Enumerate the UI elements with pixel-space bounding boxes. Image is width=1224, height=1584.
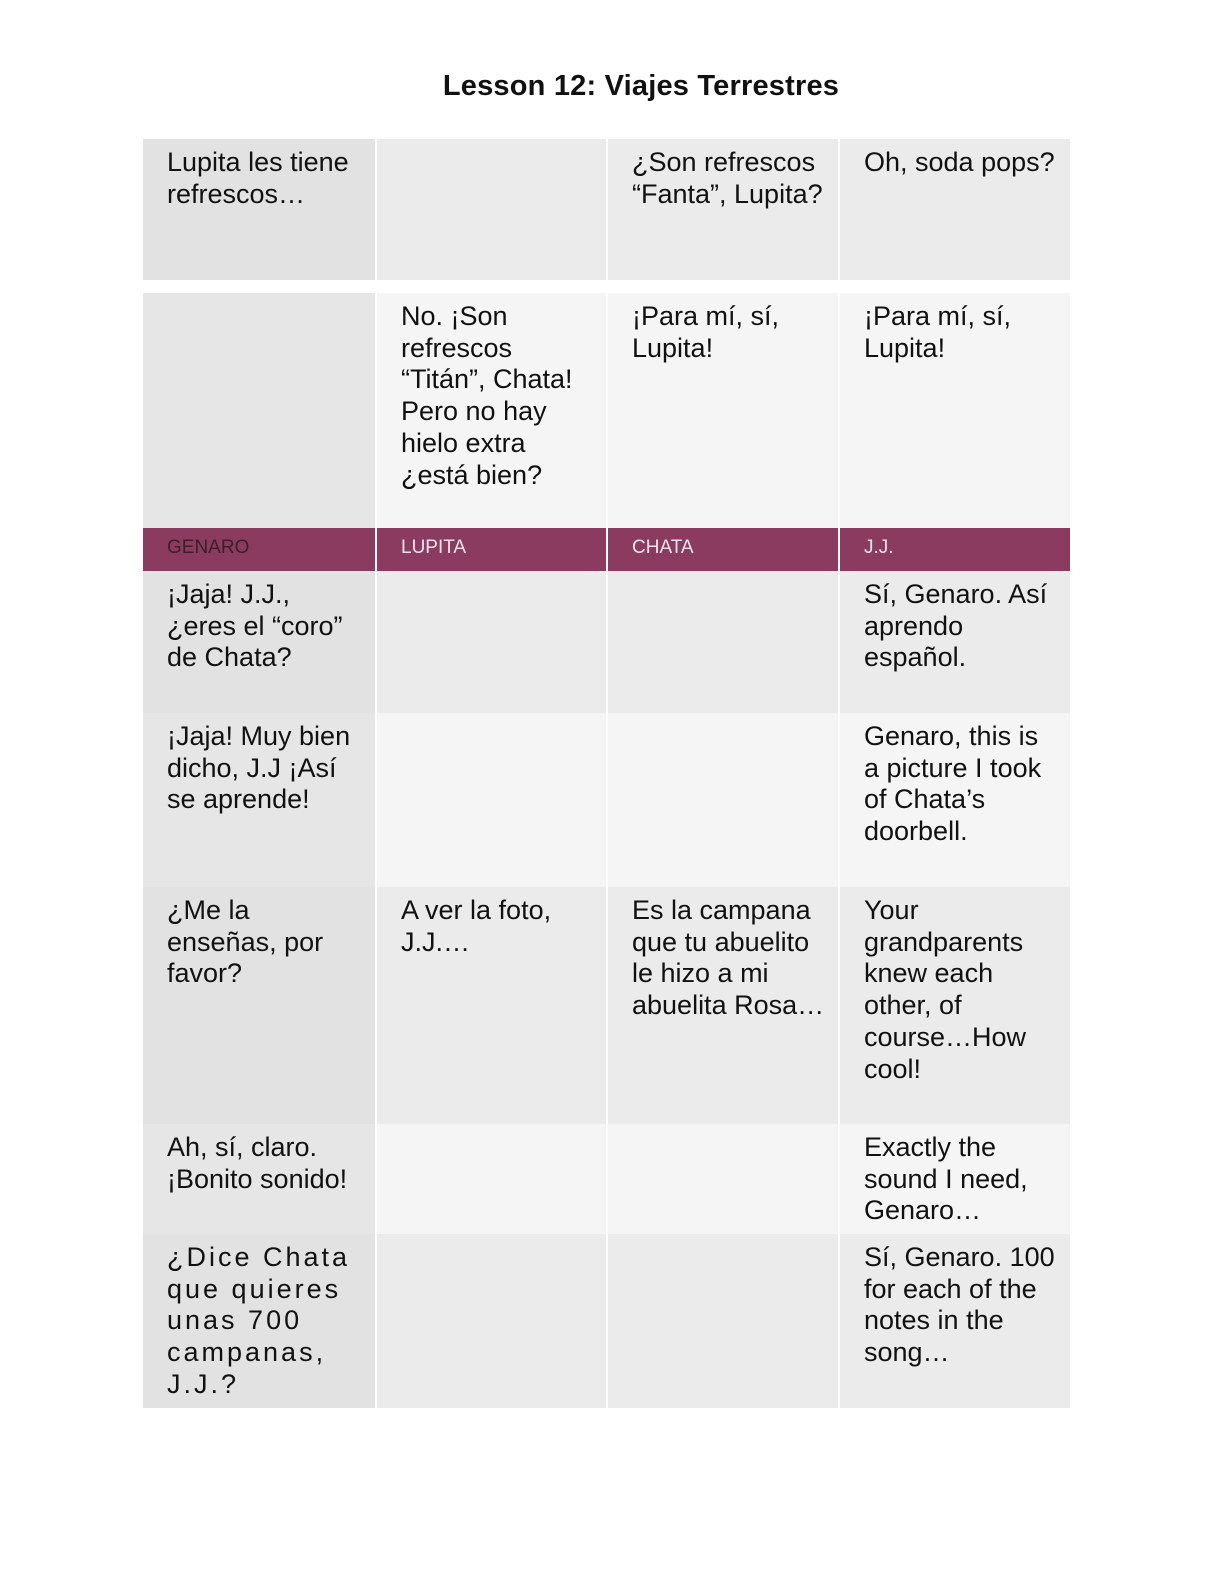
table-cell: Sí, Genaro. Así aprendo español. [838,571,1070,713]
table-cell: No. ¡Son refrescos “Titán”, Chata! Pero no hay hielo extra ¿está bien? [375,293,606,528]
table-row [143,713,1070,887]
table-cell [375,1124,606,1234]
table-cell: ¿Me la enseñas, por favor? [143,887,375,1124]
table-cell: Ah, sí, claro. ¡Bonito sonido! [143,1124,375,1234]
table-cell: ¡Jaja! Muy bien dicho, J.J ¡Así se aprende! [143,713,375,887]
table-cell: ¡Para mí, sí, Lupita! [838,293,1070,528]
table-cell [375,571,606,713]
row-gap [143,280,1070,293]
table-cell [606,713,838,887]
table-cell [375,713,606,887]
page-title: Lesson 12: Viajes Terrestres [442,70,840,102]
table-cell: ¿Dice Chata que quieres unas 700 campanas, J.J.? [143,1234,375,1408]
table-cell: ¡Para mí, sí, Lupita! [606,293,838,528]
table-cell: Lupita les tiene refrescos… [143,139,375,280]
table-cell [606,1124,838,1234]
table-row [143,1234,1070,1408]
speaker-label-jj: J.J. [838,528,1070,571]
table-row [143,887,1070,1124]
table-cell: Sí, Genaro. 100 for each of the notes in the song… [838,1234,1070,1408]
table-cell [606,571,838,713]
table-cell [143,293,375,528]
table-cell: A ver la foto, J.J.… [375,887,606,1124]
table-cell [606,1234,838,1408]
speaker-label-chata: CHATA [606,528,838,571]
dialogue-table [143,139,1070,1408]
speaker-label-genaro: GENARO [143,528,375,571]
table-cell: Oh, soda pops? [838,139,1070,280]
table-row [143,139,1070,280]
table-cell: Genaro, this is a picture I took of Chata’s doorbell. [838,713,1070,887]
table-cell: ¡Jaja! J.J., ¿eres el “coro” de Chata? [143,571,375,713]
table-cell: ¿Son refrescos “Fanta”, Lupita? [606,139,838,280]
table-row [143,1124,1070,1234]
table-cell: Es la campana que tu abuelito le hizo a mi abuelita Rosa… [606,887,838,1124]
table-row [143,571,1070,713]
table-cell [375,139,606,280]
table-row [143,293,1070,528]
speaker-header-row [143,528,1070,571]
speaker-label-lupita: LUPITA [375,528,606,571]
table-cell: Your grandparents knew each other, of course…How cool! [838,887,1070,1124]
table-cell [375,1234,606,1408]
table-cell: Exactly the sound I need, Genaro… [838,1124,1070,1234]
